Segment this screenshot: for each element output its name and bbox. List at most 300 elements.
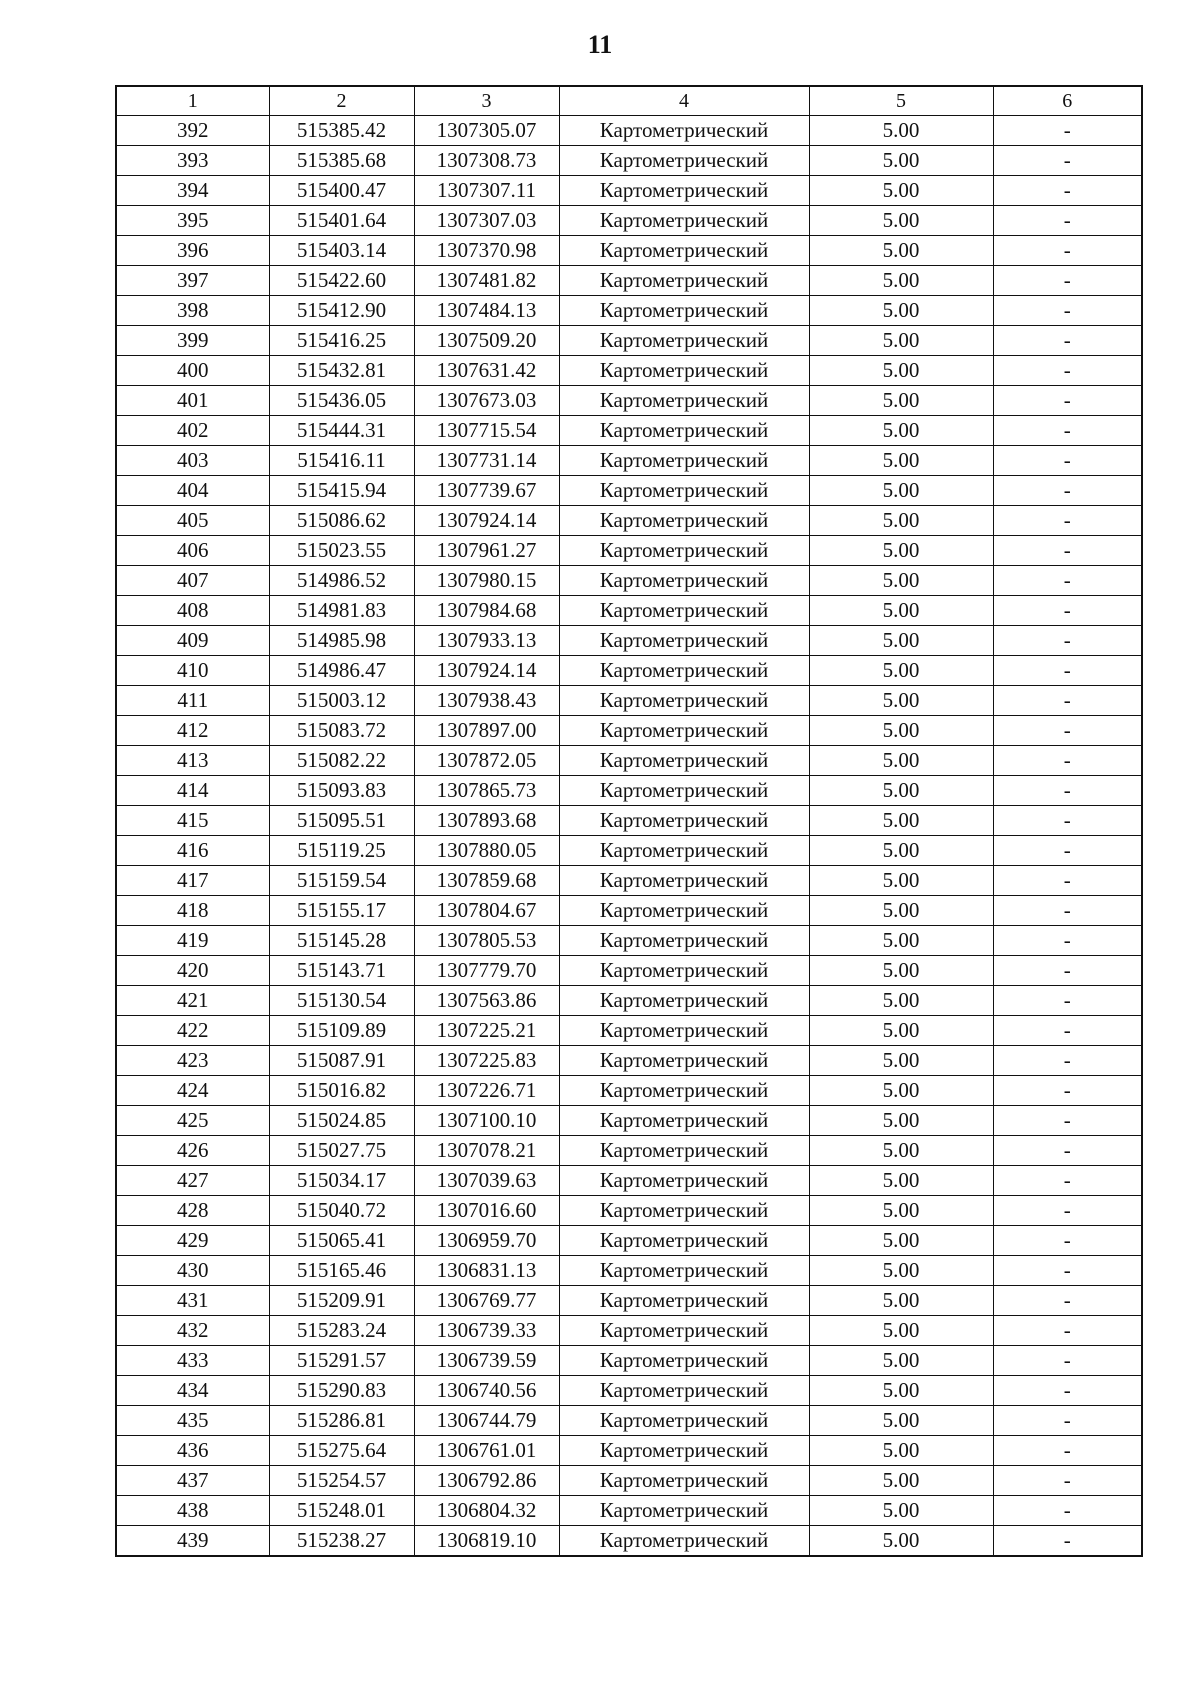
note-cell: -	[993, 206, 1142, 236]
x-coordinate-cell: 515283.24	[269, 1316, 414, 1346]
x-coordinate-cell: 515083.72	[269, 716, 414, 746]
point-number-cell: 438	[116, 1496, 269, 1526]
x-coordinate-cell: 515095.51	[269, 806, 414, 836]
table-row	[116, 1286, 1142, 1316]
y-coordinate-cell: 1307509.20	[414, 326, 559, 356]
x-coordinate-cell: 515385.68	[269, 146, 414, 176]
y-coordinate-cell: 1307226.71	[414, 1076, 559, 1106]
table-row	[116, 686, 1142, 716]
method-cell: Картометрический	[559, 656, 809, 686]
method-cell: Картометрический	[559, 896, 809, 926]
point-number-cell: 434	[116, 1376, 269, 1406]
method-cell: Картометрический	[559, 1376, 809, 1406]
y-coordinate-cell: 1306740.56	[414, 1376, 559, 1406]
header-row	[116, 86, 1142, 116]
note-cell: -	[993, 1046, 1142, 1076]
y-coordinate-cell: 1306739.59	[414, 1346, 559, 1376]
header-cell-3: 3	[414, 86, 559, 116]
x-coordinate-cell: 515016.82	[269, 1076, 414, 1106]
y-coordinate-cell: 1307893.68	[414, 806, 559, 836]
y-coordinate-cell: 1307484.13	[414, 296, 559, 326]
point-number-cell: 406	[116, 536, 269, 566]
table-row	[116, 1526, 1142, 1557]
x-coordinate-cell: 515422.60	[269, 266, 414, 296]
accuracy-cell: 5.00	[809, 896, 993, 926]
point-number-cell: 425	[116, 1106, 269, 1136]
method-cell: Картометрический	[559, 836, 809, 866]
accuracy-cell: 5.00	[809, 146, 993, 176]
point-number-cell: 419	[116, 926, 269, 956]
x-coordinate-cell: 515416.25	[269, 326, 414, 356]
method-cell: Картометрический	[559, 716, 809, 746]
method-cell: Картометрический	[559, 986, 809, 1016]
point-number-cell: 437	[116, 1466, 269, 1496]
table-row	[116, 596, 1142, 626]
accuracy-cell: 5.00	[809, 176, 993, 206]
accuracy-cell: 5.00	[809, 836, 993, 866]
x-coordinate-cell: 515412.90	[269, 296, 414, 326]
table-row	[116, 566, 1142, 596]
y-coordinate-cell: 1306739.33	[414, 1316, 559, 1346]
table-row	[116, 1316, 1142, 1346]
x-coordinate-cell: 515238.27	[269, 1526, 414, 1557]
note-cell: -	[993, 656, 1142, 686]
method-cell: Картометрический	[559, 536, 809, 566]
x-coordinate-cell: 515444.31	[269, 416, 414, 446]
accuracy-cell: 5.00	[809, 746, 993, 776]
y-coordinate-cell: 1307481.82	[414, 266, 559, 296]
table-row	[116, 896, 1142, 926]
accuracy-cell: 5.00	[809, 1496, 993, 1526]
y-coordinate-cell: 1306804.32	[414, 1496, 559, 1526]
note-cell: -	[993, 566, 1142, 596]
x-coordinate-cell: 515286.81	[269, 1406, 414, 1436]
y-coordinate-cell: 1307307.03	[414, 206, 559, 236]
x-coordinate-cell: 514985.98	[269, 626, 414, 656]
header-cell-4: 4	[559, 86, 809, 116]
y-coordinate-cell: 1307980.15	[414, 566, 559, 596]
point-number-cell: 428	[116, 1196, 269, 1226]
y-coordinate-cell: 1307715.54	[414, 416, 559, 446]
method-cell: Картометрический	[559, 1076, 809, 1106]
table-row	[116, 1016, 1142, 1046]
point-number-cell: 408	[116, 596, 269, 626]
note-cell: -	[993, 806, 1142, 836]
point-number-cell: 432	[116, 1316, 269, 1346]
table-row	[116, 1226, 1142, 1256]
y-coordinate-cell: 1307307.11	[414, 176, 559, 206]
x-coordinate-cell: 514986.47	[269, 656, 414, 686]
method-cell: Картометрический	[559, 596, 809, 626]
method-cell: Картометрический	[559, 1316, 809, 1346]
note-cell: -	[993, 626, 1142, 656]
note-cell: -	[993, 776, 1142, 806]
x-coordinate-cell: 515403.14	[269, 236, 414, 266]
method-cell: Картометрический	[559, 206, 809, 236]
table-row	[116, 1046, 1142, 1076]
table-row	[116, 746, 1142, 776]
accuracy-cell: 5.00	[809, 446, 993, 476]
point-number-cell: 404	[116, 476, 269, 506]
accuracy-cell: 5.00	[809, 326, 993, 356]
x-coordinate-cell: 515082.22	[269, 746, 414, 776]
header-cell-5: 5	[809, 86, 993, 116]
x-coordinate-cell: 515159.54	[269, 866, 414, 896]
method-cell: Картометрический	[559, 296, 809, 326]
point-number-cell: 395	[116, 206, 269, 236]
method-cell: Картометрический	[559, 416, 809, 446]
x-coordinate-cell: 515432.81	[269, 356, 414, 386]
y-coordinate-cell: 1307739.67	[414, 476, 559, 506]
point-number-cell: 411	[116, 686, 269, 716]
accuracy-cell: 5.00	[809, 1226, 993, 1256]
y-coordinate-cell: 1307039.63	[414, 1166, 559, 1196]
x-coordinate-cell: 515400.47	[269, 176, 414, 206]
note-cell: -	[993, 266, 1142, 296]
x-coordinate-cell: 515065.41	[269, 1226, 414, 1256]
table-row	[116, 986, 1142, 1016]
note-cell: -	[993, 746, 1142, 776]
x-coordinate-cell: 515291.57	[269, 1346, 414, 1376]
table-row	[116, 626, 1142, 656]
accuracy-cell: 5.00	[809, 386, 993, 416]
x-coordinate-cell: 514986.52	[269, 566, 414, 596]
y-coordinate-cell: 1307805.53	[414, 926, 559, 956]
y-coordinate-cell: 1307225.21	[414, 1016, 559, 1046]
method-cell: Картометрический	[559, 1256, 809, 1286]
x-coordinate-cell: 515023.55	[269, 536, 414, 566]
method-cell: Картометрический	[559, 776, 809, 806]
table-row	[116, 1466, 1142, 1496]
accuracy-cell: 5.00	[809, 776, 993, 806]
method-cell: Картометрический	[559, 326, 809, 356]
point-number-cell: 413	[116, 746, 269, 776]
accuracy-cell: 5.00	[809, 1466, 993, 1496]
coordinates-table	[115, 85, 1143, 1557]
y-coordinate-cell: 1306769.77	[414, 1286, 559, 1316]
y-coordinate-cell: 1306744.79	[414, 1406, 559, 1436]
table-row	[116, 1106, 1142, 1136]
table-row	[116, 446, 1142, 476]
note-cell: -	[993, 236, 1142, 266]
accuracy-cell: 5.00	[809, 236, 993, 266]
y-coordinate-cell: 1307631.42	[414, 356, 559, 386]
accuracy-cell: 5.00	[809, 1196, 993, 1226]
method-cell: Картометрический	[559, 1466, 809, 1496]
y-coordinate-cell: 1307924.14	[414, 656, 559, 686]
method-cell: Картометрический	[559, 806, 809, 836]
method-cell: Картометрический	[559, 1046, 809, 1076]
accuracy-cell: 5.00	[809, 686, 993, 716]
x-coordinate-cell: 515416.11	[269, 446, 414, 476]
note-cell: -	[993, 716, 1142, 746]
accuracy-cell: 5.00	[809, 926, 993, 956]
method-cell: Картометрический	[559, 1406, 809, 1436]
point-number-cell: 416	[116, 836, 269, 866]
note-cell: -	[993, 986, 1142, 1016]
table-row	[116, 116, 1142, 146]
table-row	[116, 656, 1142, 686]
accuracy-cell: 5.00	[809, 806, 993, 836]
note-cell: -	[993, 506, 1142, 536]
y-coordinate-cell: 1307308.73	[414, 146, 559, 176]
y-coordinate-cell: 1307673.03	[414, 386, 559, 416]
y-coordinate-cell: 1307938.43	[414, 686, 559, 716]
method-cell: Картометрический	[559, 116, 809, 146]
y-coordinate-cell: 1307880.05	[414, 836, 559, 866]
note-cell: -	[993, 1346, 1142, 1376]
x-coordinate-cell: 515436.05	[269, 386, 414, 416]
accuracy-cell: 5.00	[809, 1106, 993, 1136]
y-coordinate-cell: 1307078.21	[414, 1136, 559, 1166]
note-cell: -	[993, 146, 1142, 176]
y-coordinate-cell: 1307984.68	[414, 596, 559, 626]
accuracy-cell: 5.00	[809, 476, 993, 506]
point-number-cell: 399	[116, 326, 269, 356]
x-coordinate-cell: 515040.72	[269, 1196, 414, 1226]
point-number-cell: 403	[116, 446, 269, 476]
note-cell: -	[993, 1526, 1142, 1557]
note-cell: -	[993, 176, 1142, 206]
method-cell: Картометрический	[559, 1226, 809, 1256]
note-cell: -	[993, 596, 1142, 626]
point-number-cell: 392	[116, 116, 269, 146]
note-cell: -	[993, 686, 1142, 716]
accuracy-cell: 5.00	[809, 596, 993, 626]
table-body	[116, 116, 1142, 1557]
x-coordinate-cell: 515024.85	[269, 1106, 414, 1136]
x-coordinate-cell: 515401.64	[269, 206, 414, 236]
x-coordinate-cell: 515248.01	[269, 1496, 414, 1526]
point-number-cell: 409	[116, 626, 269, 656]
x-coordinate-cell: 515155.17	[269, 896, 414, 926]
method-cell: Картометрический	[559, 266, 809, 296]
point-number-cell: 436	[116, 1436, 269, 1466]
accuracy-cell: 5.00	[809, 1346, 993, 1376]
y-coordinate-cell: 1307100.10	[414, 1106, 559, 1136]
table-row	[116, 206, 1142, 236]
point-number-cell: 397	[116, 266, 269, 296]
method-cell: Картометрический	[559, 1196, 809, 1226]
x-coordinate-cell: 515027.75	[269, 1136, 414, 1166]
point-number-cell: 421	[116, 986, 269, 1016]
accuracy-cell: 5.00	[809, 1016, 993, 1046]
table-row	[116, 386, 1142, 416]
table-row	[116, 476, 1142, 506]
table-row	[116, 716, 1142, 746]
x-coordinate-cell: 515087.91	[269, 1046, 414, 1076]
table-row	[116, 296, 1142, 326]
accuracy-cell: 5.00	[809, 536, 993, 566]
note-cell: -	[993, 1256, 1142, 1286]
method-cell: Картометрический	[559, 146, 809, 176]
y-coordinate-cell: 1307961.27	[414, 536, 559, 566]
accuracy-cell: 5.00	[809, 1166, 993, 1196]
note-cell: -	[993, 1166, 1142, 1196]
point-number-cell: 427	[116, 1166, 269, 1196]
accuracy-cell: 5.00	[809, 1376, 993, 1406]
point-number-cell: 401	[116, 386, 269, 416]
x-coordinate-cell: 515165.46	[269, 1256, 414, 1286]
method-cell: Картометрический	[559, 236, 809, 266]
accuracy-cell: 5.00	[809, 1046, 993, 1076]
table-row	[116, 326, 1142, 356]
point-number-cell: 429	[116, 1226, 269, 1256]
note-cell: -	[993, 296, 1142, 326]
y-coordinate-cell: 1307563.86	[414, 986, 559, 1016]
table-header	[116, 86, 1142, 116]
method-cell: Картометрический	[559, 746, 809, 776]
note-cell: -	[993, 326, 1142, 356]
x-coordinate-cell: 515093.83	[269, 776, 414, 806]
note-cell: -	[993, 866, 1142, 896]
header-cell-1: 1	[116, 86, 269, 116]
table-row	[116, 266, 1142, 296]
y-coordinate-cell: 1307924.14	[414, 506, 559, 536]
point-number-cell: 423	[116, 1046, 269, 1076]
accuracy-cell: 5.00	[809, 1436, 993, 1466]
x-coordinate-cell: 515086.62	[269, 506, 414, 536]
y-coordinate-cell: 1306761.01	[414, 1436, 559, 1466]
point-number-cell: 439	[116, 1526, 269, 1557]
method-cell: Картометрический	[559, 926, 809, 956]
table-row	[116, 836, 1142, 866]
table-row	[116, 1436, 1142, 1466]
y-coordinate-cell: 1306819.10	[414, 1526, 559, 1557]
method-cell: Картометрический	[559, 1166, 809, 1196]
table-row	[116, 776, 1142, 806]
x-coordinate-cell: 515275.64	[269, 1436, 414, 1466]
method-cell: Картометрический	[559, 356, 809, 386]
method-cell: Картометрический	[559, 1136, 809, 1166]
note-cell: -	[993, 446, 1142, 476]
point-number-cell: 400	[116, 356, 269, 386]
table-row	[116, 176, 1142, 206]
accuracy-cell: 5.00	[809, 986, 993, 1016]
point-number-cell: 394	[116, 176, 269, 206]
table-row	[116, 926, 1142, 956]
note-cell: -	[993, 1136, 1142, 1166]
note-cell: -	[993, 536, 1142, 566]
accuracy-cell: 5.00	[809, 1406, 993, 1436]
table-row	[116, 1196, 1142, 1226]
y-coordinate-cell: 1307872.05	[414, 746, 559, 776]
table-row	[116, 1346, 1142, 1376]
point-number-cell: 407	[116, 566, 269, 596]
point-number-cell: 398	[116, 296, 269, 326]
accuracy-cell: 5.00	[809, 266, 993, 296]
accuracy-cell: 5.00	[809, 956, 993, 986]
y-coordinate-cell: 1307865.73	[414, 776, 559, 806]
note-cell: -	[993, 116, 1142, 146]
y-coordinate-cell: 1307804.67	[414, 896, 559, 926]
point-number-cell: 430	[116, 1256, 269, 1286]
note-cell: -	[993, 896, 1142, 926]
table-row	[116, 1136, 1142, 1166]
accuracy-cell: 5.00	[809, 1316, 993, 1346]
method-cell: Картометрический	[559, 1346, 809, 1376]
header-cell-6: 6	[993, 86, 1142, 116]
accuracy-cell: 5.00	[809, 1136, 993, 1166]
method-cell: Картометрический	[559, 686, 809, 716]
point-number-cell: 424	[116, 1076, 269, 1106]
x-coordinate-cell: 514981.83	[269, 596, 414, 626]
table-row	[116, 1166, 1142, 1196]
x-coordinate-cell: 515145.28	[269, 926, 414, 956]
note-cell: -	[993, 1286, 1142, 1316]
y-coordinate-cell: 1307897.00	[414, 716, 559, 746]
method-cell: Картометрический	[559, 956, 809, 986]
point-number-cell: 417	[116, 866, 269, 896]
y-coordinate-cell: 1307779.70	[414, 956, 559, 986]
table-row	[116, 506, 1142, 536]
accuracy-cell: 5.00	[809, 1256, 993, 1286]
header-cell-2: 2	[269, 86, 414, 116]
method-cell: Картометрический	[559, 866, 809, 896]
y-coordinate-cell: 1307859.68	[414, 866, 559, 896]
note-cell: -	[993, 1076, 1142, 1106]
x-coordinate-cell: 515119.25	[269, 836, 414, 866]
note-cell: -	[993, 1376, 1142, 1406]
note-cell: -	[993, 1106, 1142, 1136]
method-cell: Картометрический	[559, 476, 809, 506]
point-number-cell: 393	[116, 146, 269, 176]
x-coordinate-cell: 515003.12	[269, 686, 414, 716]
accuracy-cell: 5.00	[809, 626, 993, 656]
x-coordinate-cell: 515109.89	[269, 1016, 414, 1046]
x-coordinate-cell: 515415.94	[269, 476, 414, 506]
y-coordinate-cell: 1307225.83	[414, 1046, 559, 1076]
table-row	[116, 1406, 1142, 1436]
y-coordinate-cell: 1306959.70	[414, 1226, 559, 1256]
point-number-cell: 422	[116, 1016, 269, 1046]
table-row	[116, 1376, 1142, 1406]
note-cell: -	[993, 926, 1142, 956]
accuracy-cell: 5.00	[809, 296, 993, 326]
note-cell: -	[993, 1016, 1142, 1046]
table-row	[116, 1496, 1142, 1526]
point-number-cell: 433	[116, 1346, 269, 1376]
table-row	[116, 356, 1142, 386]
accuracy-cell: 5.00	[809, 416, 993, 446]
y-coordinate-cell: 1307016.60	[414, 1196, 559, 1226]
table-row	[116, 236, 1142, 266]
point-number-cell: 396	[116, 236, 269, 266]
note-cell: -	[993, 386, 1142, 416]
accuracy-cell: 5.00	[809, 1286, 993, 1316]
accuracy-cell: 5.00	[809, 356, 993, 386]
x-coordinate-cell: 515143.71	[269, 956, 414, 986]
accuracy-cell: 5.00	[809, 716, 993, 746]
method-cell: Картометрический	[559, 1526, 809, 1557]
y-coordinate-cell: 1307933.13	[414, 626, 559, 656]
page-number: 11	[587, 30, 613, 59]
y-coordinate-cell: 1307731.14	[414, 446, 559, 476]
point-number-cell: 405	[116, 506, 269, 536]
method-cell: Картометрический	[559, 506, 809, 536]
method-cell: Картометрический	[559, 446, 809, 476]
table-row	[116, 806, 1142, 836]
method-cell: Картометрический	[559, 1436, 809, 1466]
point-number-cell: 415	[116, 806, 269, 836]
table-row	[116, 416, 1142, 446]
x-coordinate-cell: 515209.91	[269, 1286, 414, 1316]
note-cell: -	[993, 956, 1142, 986]
note-cell: -	[993, 476, 1142, 506]
method-cell: Картометрический	[559, 176, 809, 206]
table-row	[116, 536, 1142, 566]
y-coordinate-cell: 1307370.98	[414, 236, 559, 266]
